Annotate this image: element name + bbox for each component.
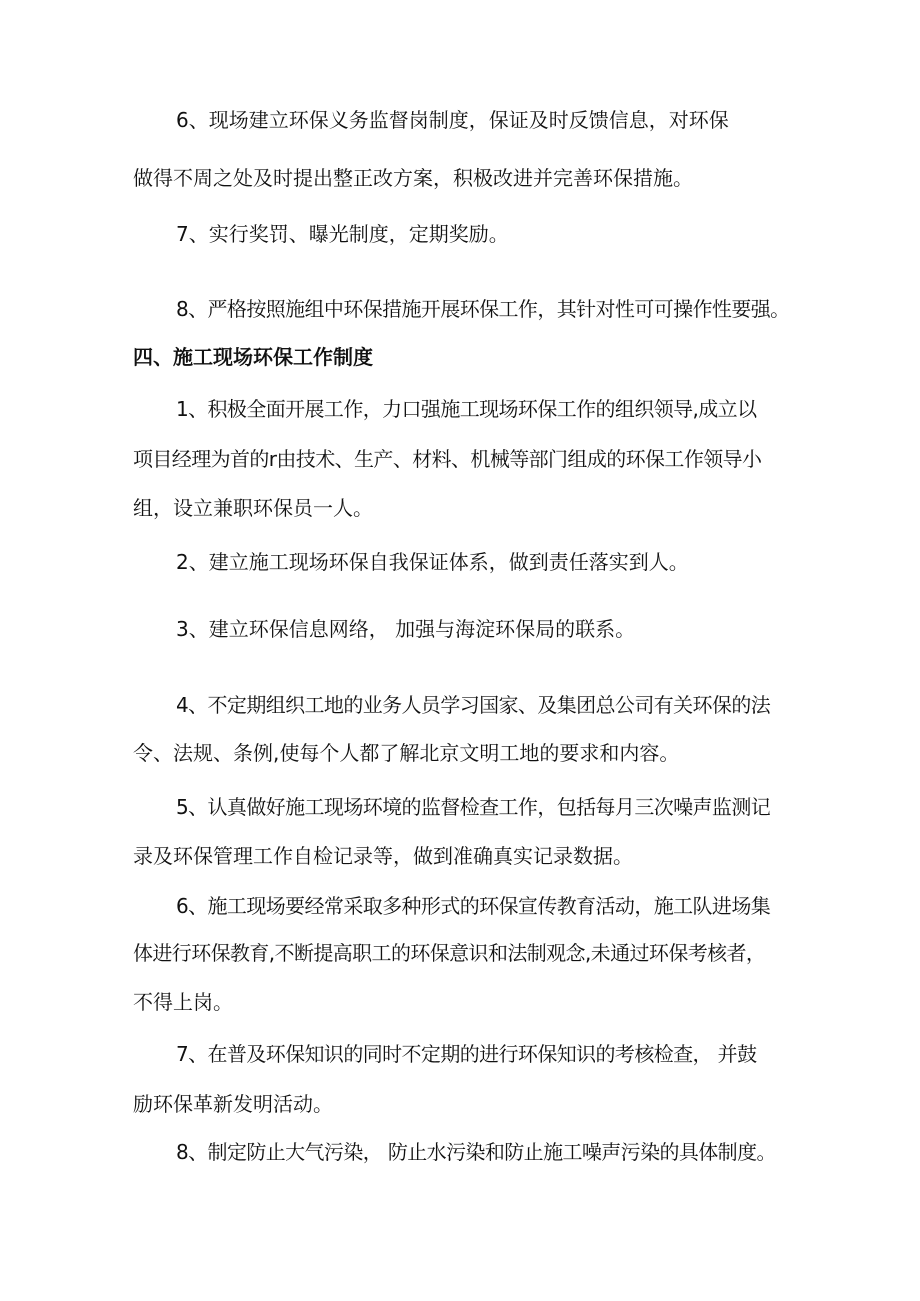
item-3-line1: 3、建立环保信息网络， 加强与海淀环保局的联系。 bbox=[176, 617, 636, 641]
item-6-line3: 不得上岗。 bbox=[133, 990, 233, 1014]
item-1-line3: 组，设立兼职环保员一人。 bbox=[133, 496, 373, 520]
prev-item-7: 7、实行奖罚、曝光制度，定期奖励。 bbox=[176, 222, 509, 246]
section-heading: 四、施工现场环保工作制度 bbox=[133, 345, 373, 369]
item-4-line1: 4、不定期组织工地的业务人员学习国家、及集团总公司有关环保的法 bbox=[176, 693, 771, 717]
item-7-line1: 7、在普及环保知识的同时不定期的进行环保知识的考核检查， 并鼓 bbox=[176, 1042, 757, 1066]
item-1-line1: 1、积极全面开展工作，力口强施工现场环保工作的组织领导,成立以 bbox=[176, 397, 757, 421]
prev-item-8: 8、严格按照施组中环保措施开展环保工作，其针对性可可操作性要强。 bbox=[176, 297, 790, 321]
item-4-line2: 令、法规、条例,使每个人都了解北京文明工地的要求和内容。 bbox=[133, 741, 680, 765]
item-5-line1: 5、认真做好施工现场环境的监督检查工作，包括每月三次噪声监测记 bbox=[176, 795, 771, 819]
item-8-line1: 8、制定防止大气污染， 防止水污染和防止施工噪声污染的具体制度。 bbox=[176, 1140, 776, 1164]
item-7-line2: 励环保革新发明活动。 bbox=[133, 1092, 333, 1116]
prev-item-6-line2: 做得不周之处及时提出整正改方案，积极改进并完善环保措施。 bbox=[133, 166, 693, 190]
item-1-line2: 项目经理为首的r由技术、生产、材料、机械等部门组成的环保工作领导小 bbox=[133, 447, 762, 471]
item-6-line1: 6、施工现场要经常采取多种形式的环保宣传教育活动，施工队进场集 bbox=[176, 894, 771, 918]
item-5-line2: 录及环保管理工作自检记录等，做到准确真实记录数据。 bbox=[133, 844, 633, 868]
item-6-line2: 体进行环保教育,不断提高职工的环保意识和法制观念,未通过环保考核者， bbox=[133, 941, 766, 965]
prev-item-6-line1: 6、现场建立环保义务监督岗制度，保证及时反馈信息，对环保 bbox=[176, 108, 729, 132]
item-2-line1: 2、建立施工现场环保自我保证体系，做到责任落实到人。 bbox=[176, 550, 689, 574]
